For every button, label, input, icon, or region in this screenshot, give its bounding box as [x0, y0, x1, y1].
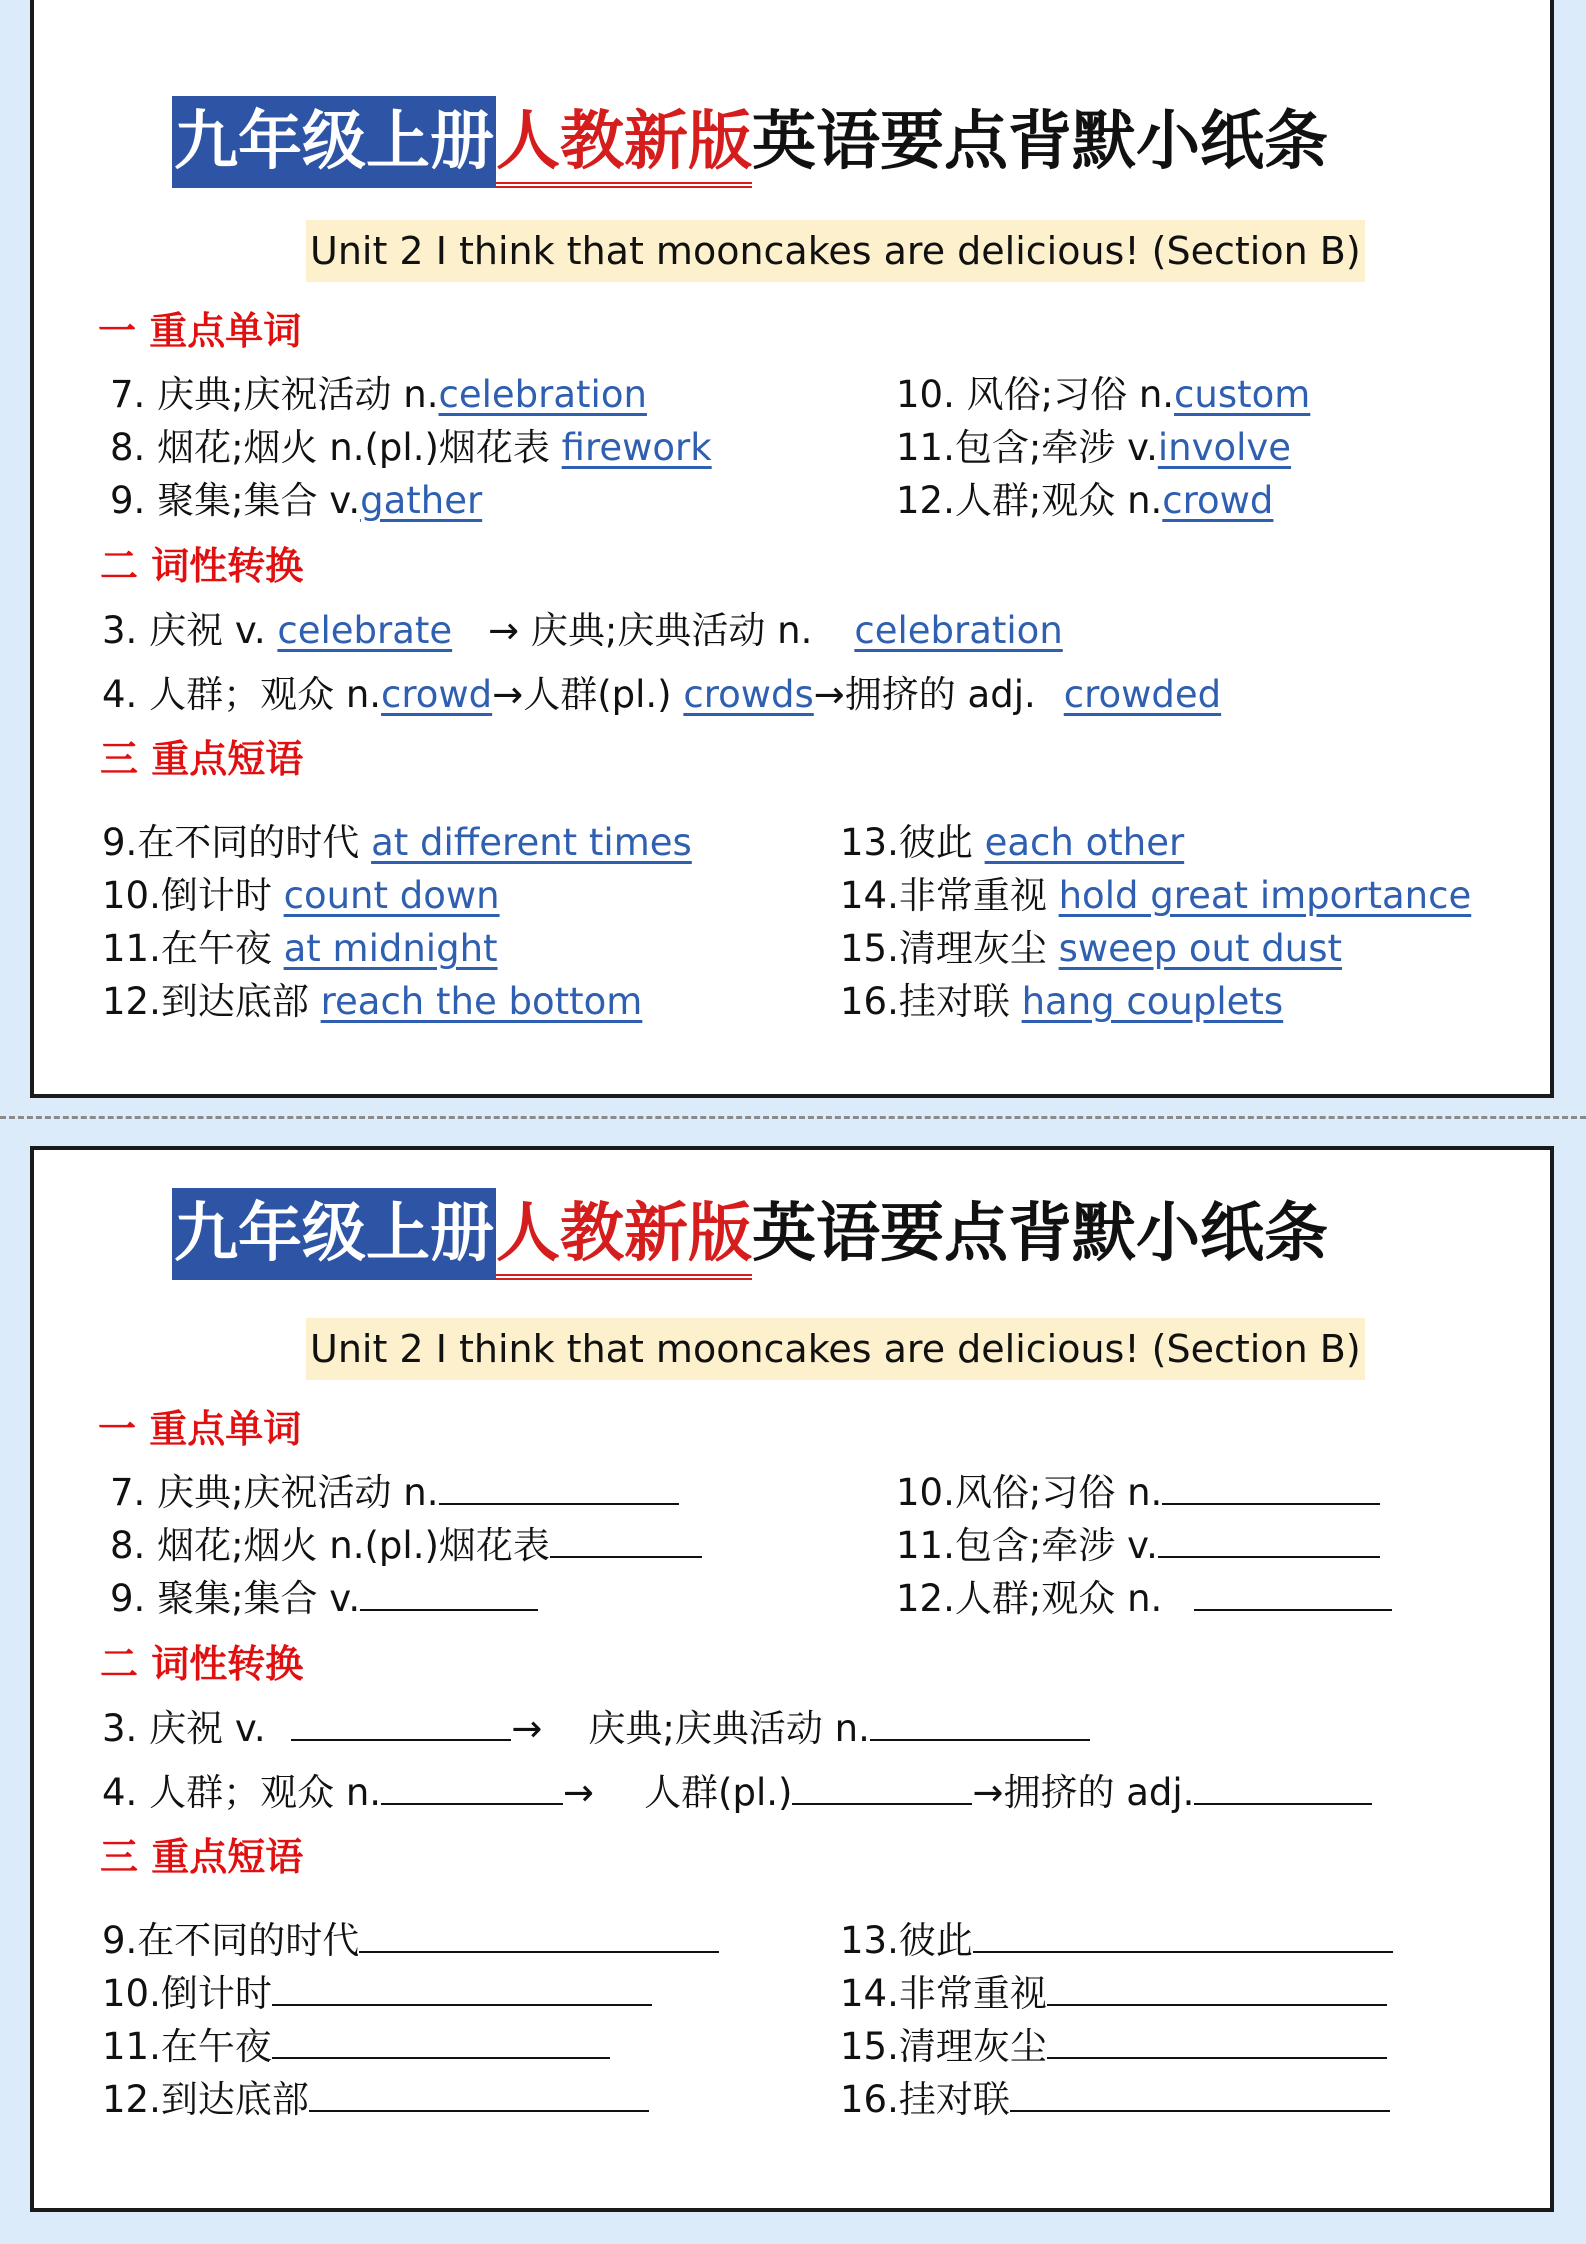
phrase-item: 15.清理灰尘	[840, 2016, 1387, 2070]
phrase-answer: hold great importance	[1058, 874, 1472, 917]
section-phrases-heading: 三 重点短语	[100, 737, 304, 781]
unit-subtitle: Unit 2 I think that mooncakes are delicious! (Section B)	[306, 220, 1365, 282]
answer-blank[interactable]	[309, 2074, 649, 2112]
title-grade: 九年级上册	[172, 1188, 496, 1280]
word-item: 8. 烟花;烟火 n.(pl.)烟花表	[110, 1515, 702, 1569]
word-item: 8. 烟花;烟火 n.(pl.)烟花表 firework	[110, 426, 712, 469]
section-conversion-heading: 二 词性转换	[100, 1642, 304, 1686]
word-answer: firework	[561, 426, 712, 469]
card-title	[172, 96, 1328, 188]
answer-card	[30, 0, 1554, 1098]
phrase-item: 9.在不同的时代 at different times	[102, 821, 692, 864]
phrase-item: 15.清理灰尘 sweep out dust	[840, 927, 1342, 970]
phrase-answer: count down	[283, 874, 500, 917]
answer-blank[interactable]	[1194, 1767, 1372, 1805]
phrase-item: 13.彼此	[840, 1910, 1393, 1964]
answer-blank[interactable]	[359, 1915, 719, 1953]
section-words-heading: 一 重点单词	[98, 309, 302, 353]
phrase-item: 14.非常重视	[840, 1963, 1387, 2017]
section-words-heading: 一 重点单词	[98, 1407, 302, 1451]
answer-blank[interactable]	[870, 1703, 1090, 1741]
phrase-answer: reach the bottom	[320, 980, 643, 1023]
word-item: 12.人群;观众 n.	[896, 1568, 1392, 1622]
phrase-item: 14.非常重视 hold great importance	[840, 874, 1472, 917]
answer-blank[interactable]	[439, 1467, 679, 1505]
phrase-answer: at different times	[371, 821, 692, 864]
answer-blank[interactable]	[1194, 1573, 1392, 1611]
phrase-item: 16.挂对联	[840, 2069, 1390, 2123]
conversion-answer: crowds	[683, 673, 814, 716]
word-item: 12.人群;观众 n.crowd	[896, 479, 1274, 522]
phrase-item: 11.在午夜	[102, 2016, 610, 2070]
title-grade: 九年级上册	[172, 96, 496, 188]
phrase-item: 12.到达底部 reach the bottom	[102, 980, 643, 1023]
title-main: 英语要点背默小纸条	[752, 105, 1328, 179]
word-item: 11.包含;牵涉 v.involve	[896, 426, 1292, 469]
phrase-answer: sweep out dust	[1058, 927, 1342, 970]
answer-blank[interactable]	[1047, 2021, 1387, 2059]
answer-blank[interactable]	[1010, 2074, 1390, 2112]
cut-line	[0, 1116, 1586, 1119]
conversion-line-3: 3. 庆祝 v. celebrate → 庆典;庆典活动 n. celebration	[102, 609, 1063, 652]
answer-blank[interactable]	[360, 1573, 538, 1611]
section-conversion-heading: 二 词性转换	[100, 544, 304, 588]
word-item: 10.风俗;习俗 n.	[896, 1462, 1380, 1516]
answer-blank[interactable]	[1162, 1467, 1380, 1505]
answer-blank[interactable]	[550, 1520, 702, 1558]
phrase-item: 10.倒计时 count down	[102, 874, 500, 917]
answer-blank[interactable]	[272, 2021, 610, 2059]
phrase-item: 12.到达底部	[102, 2069, 649, 2123]
phrase-item: 16.挂对联 hang couplets	[840, 980, 1284, 1023]
card-title	[172, 1188, 1328, 1280]
word-answer: crowd	[1162, 479, 1274, 522]
answer-blank[interactable]	[792, 1767, 972, 1805]
conversion-line-3: 3. 庆祝 v. → 庆典;庆典活动 n.	[102, 1698, 1090, 1752]
answer-blank[interactable]	[381, 1767, 563, 1805]
word-item: 9. 聚集;集合 v.gather	[110, 479, 483, 522]
phrase-answer: each other	[984, 821, 1185, 864]
blank-card	[30, 1146, 1554, 2212]
phrase-item: 10.倒计时	[102, 1963, 652, 2017]
conversion-line-4: 4. 人群；观众 n.crowd→人群(pl.) crowds→拥挤的 adj. crowded	[102, 673, 1222, 716]
word-item: 9. 聚集;集合 v.	[110, 1568, 538, 1622]
phrase-answer: hang couplets	[1021, 980, 1284, 1023]
word-item: 7. 庆典;庆祝活动 n.celebration	[110, 373, 647, 416]
conversion-answer: crowd	[381, 673, 493, 716]
unit-subtitle: Unit 2 I think that mooncakes are delicious! (Section B)	[306, 1318, 1365, 1380]
word-answer: involve	[1157, 426, 1292, 469]
title-edition: 人教新版	[496, 102, 752, 188]
phrase-item: 11.在午夜 at midnight	[102, 927, 498, 970]
answer-blank[interactable]	[291, 1703, 511, 1741]
conversion-answer: crowded	[1063, 673, 1222, 716]
phrase-item: 13.彼此 each other	[840, 821, 1185, 864]
title-main: 英语要点背默小纸条	[752, 1197, 1328, 1271]
conversion-answer: celebration	[854, 609, 1063, 652]
answer-blank[interactable]	[973, 1915, 1393, 1953]
title-edition: 人教新版	[496, 1194, 752, 1280]
conversion-answer: celebrate	[277, 609, 453, 652]
phrase-item: 9.在不同的时代	[102, 1910, 719, 1964]
answer-blank[interactable]	[272, 1968, 652, 2006]
word-item: 11.包含;牵涉 v.	[896, 1515, 1380, 1569]
conversion-line-4: 4. 人群；观众 n. → 人群(pl.) →拥挤的 adj.	[102, 1762, 1372, 1816]
word-item: 10. 风俗;习俗 n.custom	[896, 373, 1311, 416]
section-phrases-heading: 三 重点短语	[100, 1835, 304, 1879]
word-item: 7. 庆典;庆祝活动 n.	[110, 1462, 679, 1516]
answer-blank[interactable]	[1047, 1968, 1387, 2006]
word-answer: gather	[360, 479, 483, 522]
word-answer: celebration	[438, 373, 647, 416]
answer-blank[interactable]	[1158, 1520, 1380, 1558]
phrase-answer: at midnight	[283, 927, 498, 970]
word-answer: custom	[1174, 373, 1311, 416]
